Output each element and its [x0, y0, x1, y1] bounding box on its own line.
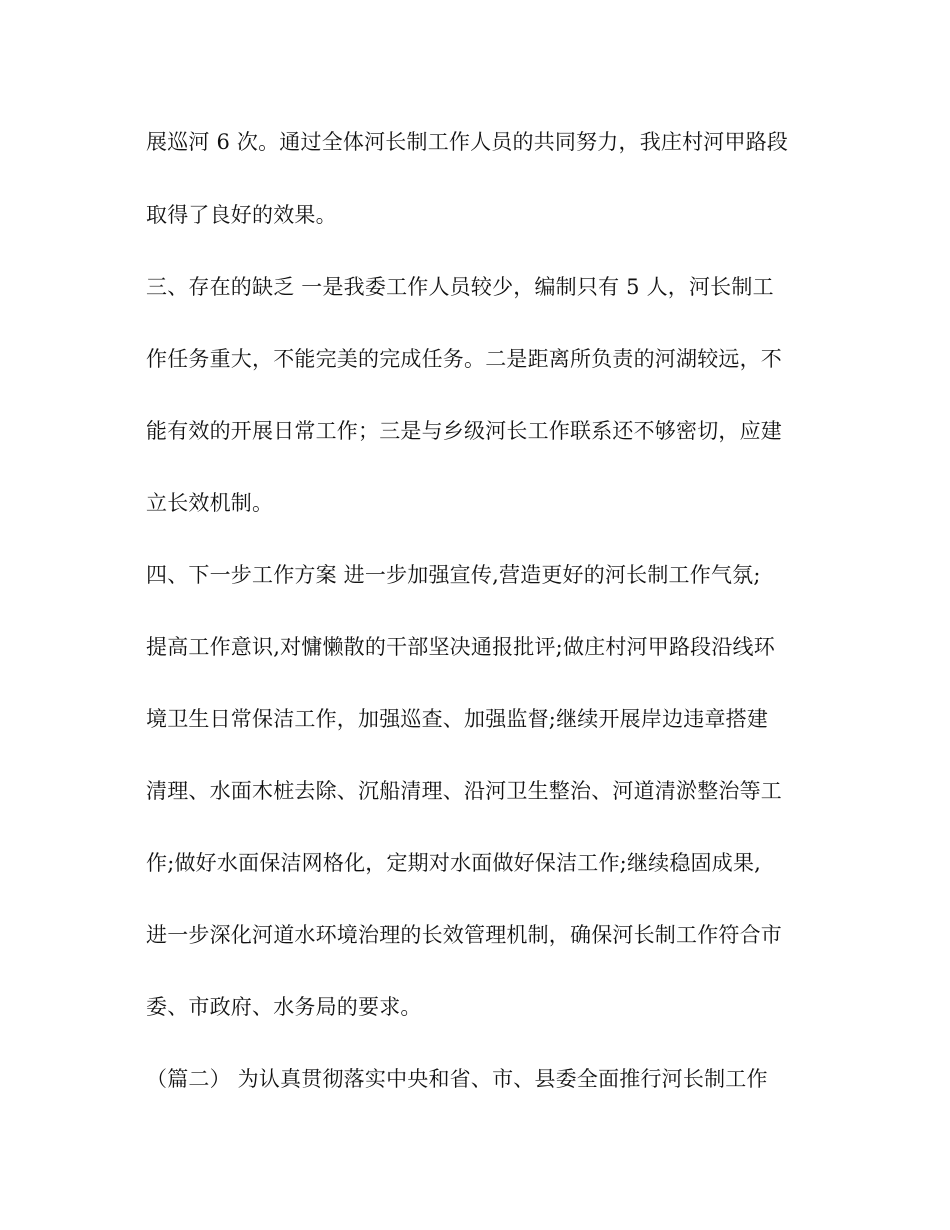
- section-heading-4: 四、下一步工作方案 进一步加强宣传,营造更好的河长制工作气氛;: [146, 563, 761, 587]
- section-heading-3: 三、存在的缺乏 一是我委工作人员较少，编制只有 5 人，河长制工: [146, 275, 774, 299]
- text-line-11: 作;做好水面保洁网格化，定期对水面做好保洁工作;继续稳固成果,: [146, 851, 762, 875]
- chapter-heading-part-two: （篇二） 为认真贯彻落实中央和省、市、县委全面推行河长制工作: [146, 1067, 768, 1091]
- text-line-4: 作任务重大，不能完美的完成任务。二是距离所负责的河湖较远，不: [146, 347, 782, 371]
- text-line-13: 委、市政府、水务局的要求。: [146, 995, 422, 1019]
- text-line-9: 境卫生日常保洁工作，加强巡查、加强监督;继续开展岸边违章搭建: [146, 707, 769, 731]
- text-line-6: 立长效机制。: [146, 491, 274, 515]
- text-line-8: 提高工作意识,对慵懒散的干部坚决通报批评;做庄村河甲路段沿线环: [146, 635, 775, 659]
- text-line-12: 进一步深化河道水环境治理的长效管理机制，确保河长制工作符合市: [146, 923, 782, 947]
- text-line-5: 能有效的开展日常工作；三是与乡级河长工作联系还不够密切，应建: [146, 419, 782, 443]
- text-line-10: 清理、水面木桩去除、沉船清理、沿河卫生整治、河道清淤整治等工: [146, 779, 782, 803]
- text-line-2: 取得了良好的效果。: [146, 203, 337, 227]
- text-line-1: 展巡河 6 次。通过全体河长制工作人员的共同努力，我庄村河甲路段: [146, 130, 789, 154]
